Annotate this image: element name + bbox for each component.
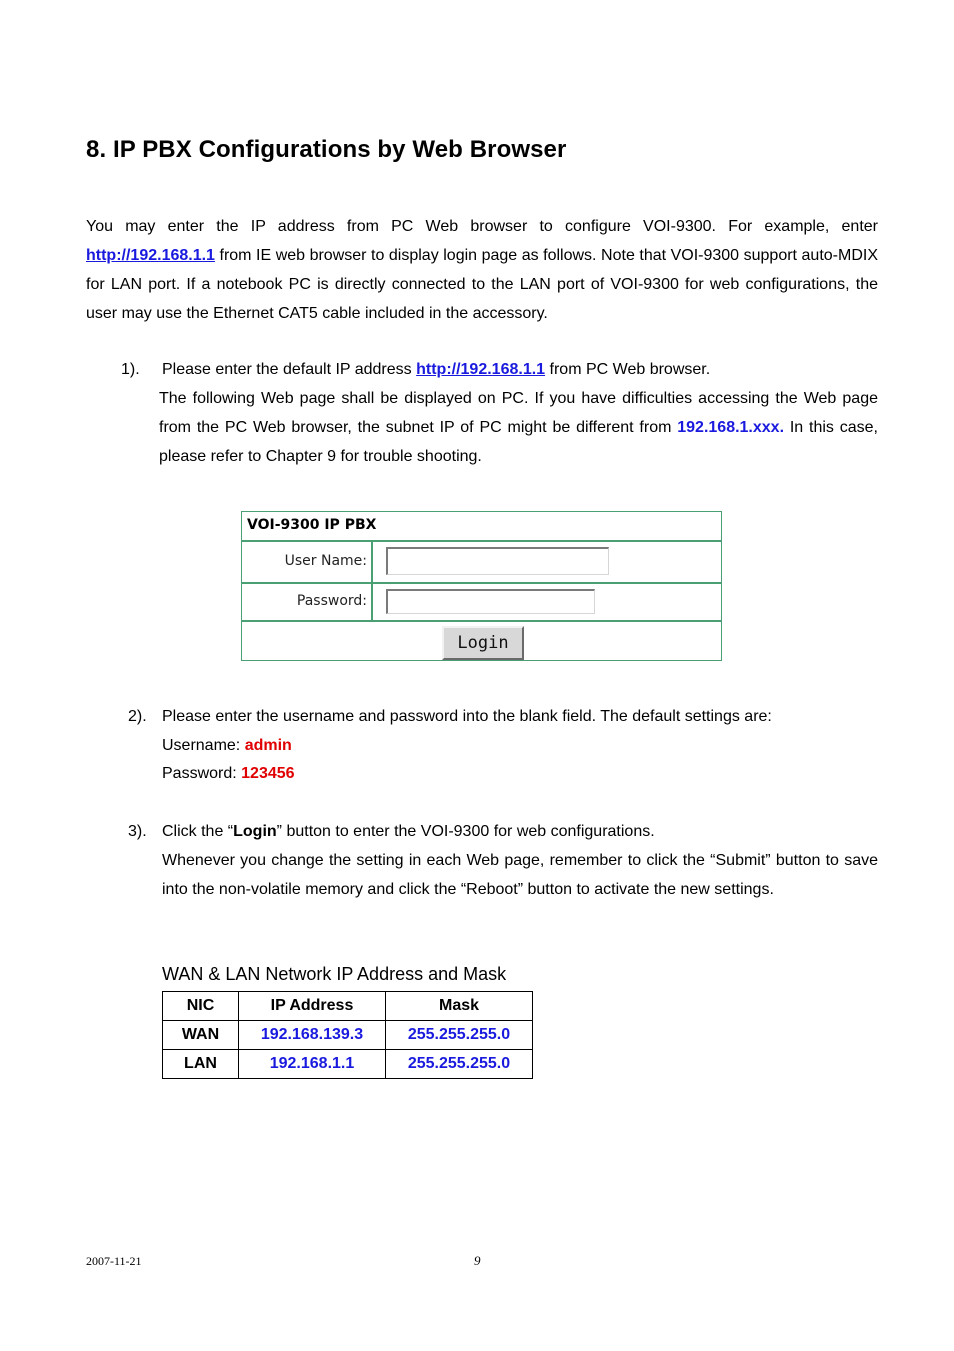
- page-title: 8. IP PBX Configurations by Web Browser: [86, 136, 567, 163]
- password-input[interactable]: [386, 589, 595, 614]
- table-row: [163, 1050, 533, 1079]
- step1-body-b: In this case, please refer to Chapter 9 for trouble shooting.: [159, 419, 878, 465]
- step1-subnet: 192.168.1.xxx.: [677, 419, 785, 436]
- step1-url-link[interactable]: http://192.168.1.1: [416, 361, 546, 378]
- column-divider: [371, 584, 373, 620]
- username-label: User Name:: [284, 553, 367, 569]
- cell-nic: WAN: [163, 1021, 239, 1050]
- intro-text-1: You may enter the IP address from PC Web browser to configure VOI-9300. For example, enter: [86, 218, 878, 235]
- login-header-title: VOI-9300 IP PBX: [247, 517, 377, 533]
- cell-mask: 255.255.255.0: [386, 1021, 533, 1050]
- default-password-label: Password:: [162, 765, 237, 782]
- footer-date: 2007-11-21: [86, 1254, 142, 1268]
- step3-login-word: Login: [233, 823, 277, 840]
- step2-text: Please enter the username and password into the blank field. The default settings are:: [162, 708, 772, 725]
- step2-username-line: [162, 731, 292, 760]
- step1-body-a: The following Web page shall be displayed on PC. If you have difficulties accessing the Web page from the PC Web browser, the subnet IP of PC might be different from: [159, 390, 878, 436]
- default-password-value: 123456: [241, 765, 295, 782]
- step3-body: Whenever you change the setting in each Web page, remember to click the “Submit” button to save into the non-volatile memory and click the “Reboot” button to activate the new settings.: [162, 852, 878, 898]
- step3-text-b: ” button to enter the VOI-9300 for web configurations.: [276, 823, 655, 840]
- step2-password-line: [162, 759, 295, 788]
- username-input[interactable]: [386, 547, 609, 575]
- password-label: Password:: [296, 593, 367, 609]
- cell-mask: 255.255.255.0: [386, 1050, 533, 1079]
- step1-text-a: Please enter the default IP address: [162, 361, 412, 378]
- page-number: 9: [474, 1253, 481, 1268]
- cell-ip: 192.168.139.3: [239, 1021, 386, 1050]
- step1-number: 1).: [121, 361, 140, 378]
- network-table: [162, 991, 533, 1079]
- password-row: [242, 584, 721, 622]
- step3-number: 3).: [128, 823, 147, 840]
- header-ip: IP Address: [239, 992, 386, 1021]
- intro-text-2: from IE web browser to display login page as follows. Note that VOI-9300 support auto-MDIX for LAN port. If a notebook PC is directly connected to the LAN port of VOI-9300 for web configurations, the user may use the Ethernet CAT5 cable included in the accessory.: [86, 247, 878, 322]
- button-row: [242, 622, 721, 660]
- login-button[interactable]: Login: [442, 626, 524, 660]
- step3-line: [162, 817, 655, 846]
- default-username-value: admin: [244, 737, 292, 754]
- column-divider: [371, 542, 373, 582]
- table-header-row: [163, 992, 533, 1021]
- login-header: [242, 512, 721, 542]
- header-mask: Mask: [386, 992, 533, 1021]
- intro-url-link[interactable]: http://192.168.1.1: [86, 247, 215, 264]
- step3-text-a: Click the “: [162, 823, 234, 840]
- step1-line: [162, 355, 710, 384]
- login-form: [241, 511, 722, 661]
- cell-ip: 192.168.1.1: [239, 1050, 386, 1079]
- default-username-label: Username:: [162, 737, 241, 754]
- username-row: [242, 542, 721, 584]
- intro-paragraph: [86, 212, 878, 328]
- step1-body: [159, 384, 878, 471]
- step1-text-b: from PC Web browser.: [549, 361, 711, 378]
- header-nic: NIC: [163, 992, 239, 1021]
- table-caption: WAN & LAN Network IP Address and Mask: [162, 964, 507, 984]
- step2-number: 2).: [128, 708, 147, 725]
- cell-nic: LAN: [163, 1050, 239, 1079]
- table-row: [163, 1021, 533, 1050]
